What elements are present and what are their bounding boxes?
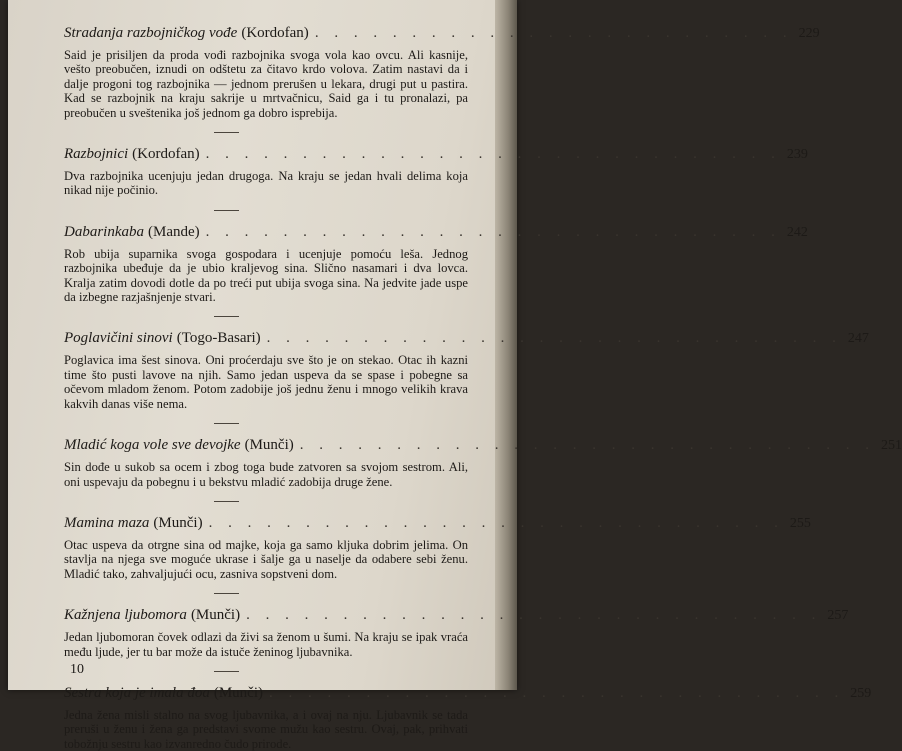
leader-dots: . . . . . . . . . . . . . . . . . . . . . . . . . . . . . . <box>205 223 781 240</box>
list-item <box>64 223 808 305</box>
entry-heading <box>64 514 811 533</box>
entry-heading <box>64 606 849 625</box>
entry-title: Kažnjena ljubomora <box>64 607 187 624</box>
entry-summary: Poglavica ima šest sinova. Oni proćerdaju sve što je on stekao. Otac ih kazni time što pusti lavove na njih. Samo jedan uspeva da se spase i pobegne sa očevom mladom ženom. Potom zadobije još jednu ženu i mnogo velikih krava kakvih danas više nema. <box>64 353 468 411</box>
page-footer-number: 10 <box>70 662 84 677</box>
divider <box>214 593 239 594</box>
entry-title: Sestra koja je imala đoa <box>64 684 210 701</box>
entry-region: (Togo-Basari) <box>176 330 261 347</box>
entry-heading <box>64 145 808 164</box>
contents-list <box>64 24 902 751</box>
entry-region: (Munči) <box>213 684 263 701</box>
entry-page-number: 229 <box>798 26 820 41</box>
divider <box>214 132 239 133</box>
entry-region: (Munči) <box>244 437 294 454</box>
entry-heading <box>64 684 872 703</box>
entry-heading <box>64 436 902 455</box>
entry-summary: Dva razbojnika ucenjuju jedan drugoga. Na kraju se jedan hvali delima koja nikad nije počinio. <box>64 169 468 198</box>
entry-heading <box>64 223 808 242</box>
entry-region: (Kordofan) <box>241 25 309 41</box>
list-item <box>64 514 811 581</box>
entry-summary: Jedan ljubomoran čovek odlazi da živi sa ženom u šumi. Na kraju se ipak vraća među ljude, jer tu bar može da istuče ženinog ljubavnika. <box>64 630 468 659</box>
entry-title: Dabarinkaba <box>64 223 144 240</box>
entry-summary: Said je prisiljen da proda vođi razbojnika svoga vola kao ovcu. Ali kasnije, vešto preobučen, iznudi on odštetu za čitavo krdo volova. Zatim nastavi da i dalje progoni tog razbojnika — jednom prerušen u lekara, drugi put u pastira. Kad se razbojnik na kraju sakrije u mrtvačnicu, Said ga i tu pronalazi, pa preobučen u sveštenika još jednom ga dobro isprebija. <box>64 48 468 120</box>
list-item <box>64 24 820 120</box>
entry-title: Stradanja razbojničkog vođe <box>64 25 238 41</box>
divider <box>214 210 239 211</box>
list-item <box>64 329 869 411</box>
entry-summary: Otac uspeva da otrgne sina od majke, koja ga samo kljuka dobrim jelima. On stavlja na njega sve moguće ukrase i šalje ga u naselje da odabere sebi ženu. Mladić tako, zahvaljujući ocu, zasniva sopstveni dom. <box>64 537 468 581</box>
entry-region: (Mande) <box>148 223 200 240</box>
list-item <box>64 606 849 659</box>
leader-dots: . . . . . . . . . . . . . . . . . . . . . . . . . . . . . . <box>246 607 822 624</box>
leader-dots: . . . . . . . . . . . . . . . . . . . . . . . . . <box>314 25 793 41</box>
entry-page-number: 257 <box>827 608 849 624</box>
entry-page-number: 247 <box>847 331 869 347</box>
list-item <box>64 145 808 198</box>
leader-dots: . . . . . . . . . . . . . . . . . . . . . . . . . . . . . . <box>299 437 875 454</box>
divider <box>214 501 239 502</box>
leader-dots: . . . . . . . . . . . . . . . . . . . . . . . . . . . . . . <box>266 330 842 347</box>
entry-page-number: 242 <box>786 224 808 240</box>
list-item <box>64 436 902 489</box>
entry-page-number: 251 <box>881 438 902 454</box>
book-page <box>8 0 902 751</box>
entry-summary: Rob ubija suparnika svoga gospodara i ucenjuje pomoću leša. Jednog razbojnika ubeđuje da je ubio kraljevog sina. Slično nasamari i dva lovca. Kralja zatim dovodi dotle da po treći put ubija svoga sina. Na jedvite jade uspe da izbegne razjašnjenje stvari. <box>64 246 468 305</box>
entry-heading <box>64 329 869 348</box>
list-item <box>64 684 872 751</box>
entry-title: Poglavičini sinovi <box>64 330 173 347</box>
divider <box>214 423 239 424</box>
divider <box>214 316 239 317</box>
entry-summary: Sin dođe u sukob sa ocem i zbog toga bude zatvoren sa svojom sestrom. Ali, oni uspevaju da pobegnu i u bekstvu mladić zadobija druge žene. <box>64 460 468 489</box>
divider <box>214 671 239 672</box>
entry-region: (Munči) <box>190 607 241 624</box>
leader-dots: . . . . . . . . . . . . . . . . . . . . . . . . . . . . . . <box>205 146 781 163</box>
leader-dots: . . . . . . . . . . . . . . . . . . . . . . . . . . . . . . <box>268 684 845 701</box>
entry-title: Mladić koga vole sve devojke <box>64 437 241 454</box>
entry-region: (Munči) <box>153 514 203 531</box>
leader-dots: . . . . . . . . . . . . . . . . . . . . . . . . . . . . . . <box>208 514 784 531</box>
entry-title: Mamina maza <box>64 514 150 531</box>
entry-page-number: 239 <box>786 147 808 163</box>
entry-page-number: 255 <box>789 515 811 531</box>
entry-heading <box>64 24 820 43</box>
entry-region: (Kordofan) <box>132 146 200 163</box>
entry-summary: Jedna žena misli stalno na svog ljubavnika, a i ovaj na nju. Ljubavnik se tada preruši u ženu i žena ga predstavi svome mužu kao sestru. Ovaj, pak, prihvati tobožnju sestru kao izvanredno čudo prirode. <box>64 707 468 751</box>
entry-title: Razbojnici <box>64 146 129 163</box>
entry-page-number: 259 <box>850 685 872 701</box>
